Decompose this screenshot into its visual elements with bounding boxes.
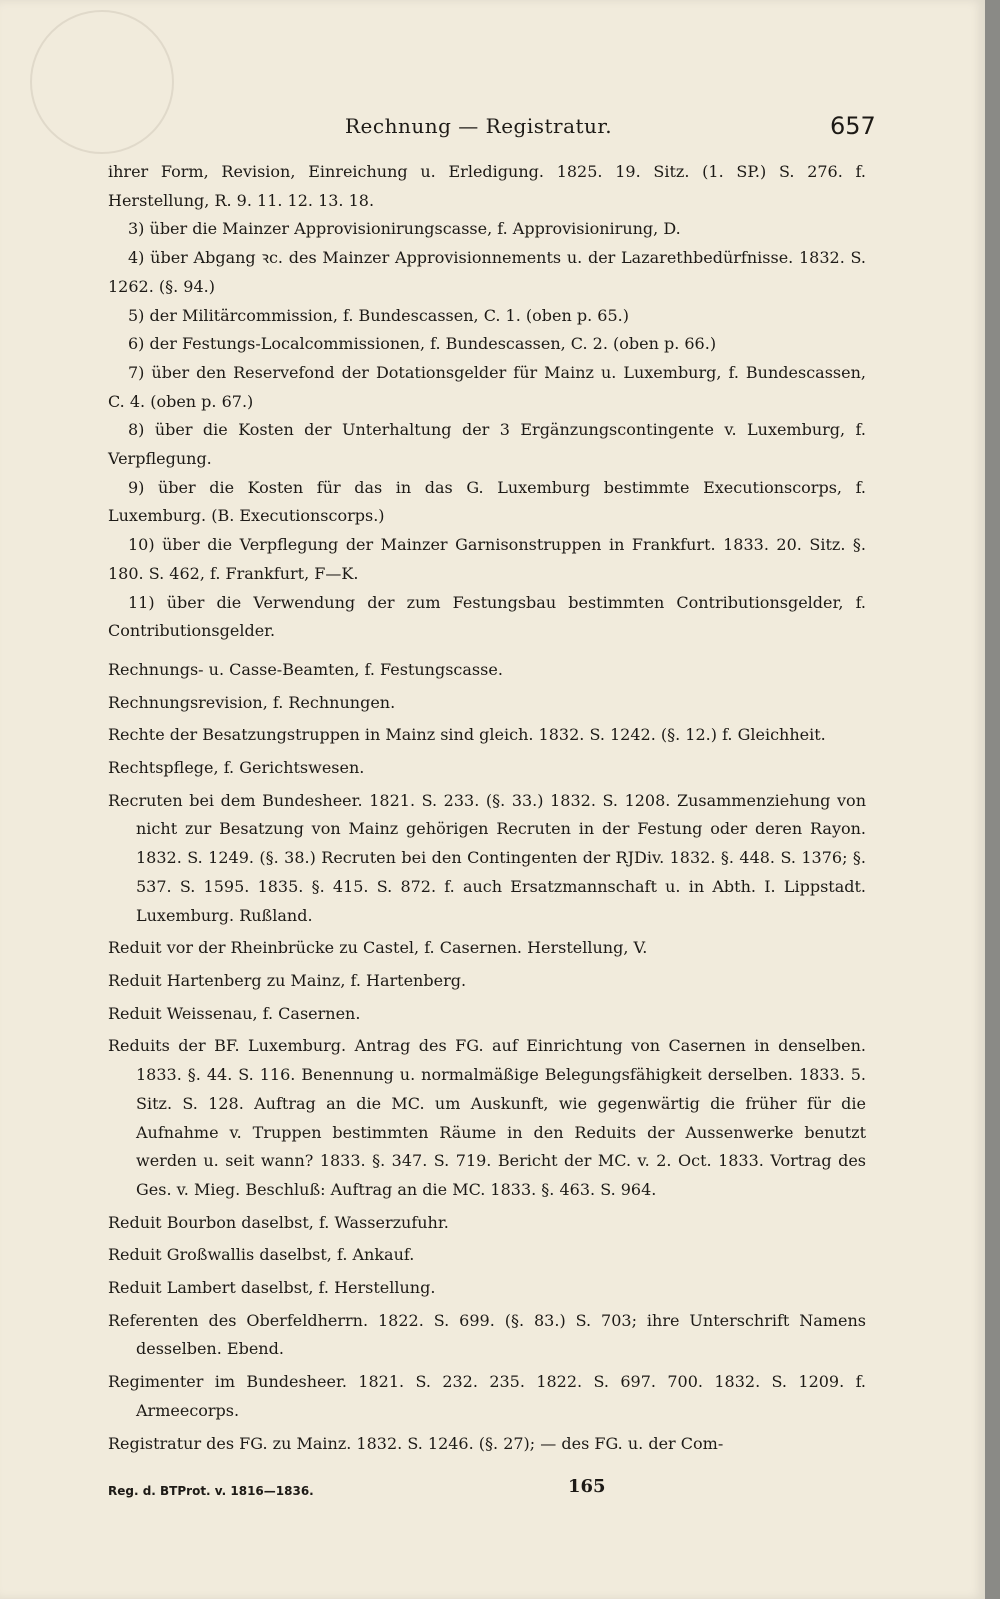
index-entry: Rechte der Besatzungstruppen in Mainz sind gleich. 1832. S. 1242. (§. 12.) f. Gleichheit. [108,725,826,745]
index-body [108,158,866,1458]
page-footer [108,1476,868,1506]
index-subentry: 11) über die Verwendung der zum Festungsbau bestimmten Contributionsgelder, f. Contributionsgelder. [108,592,866,641]
index-subentry: 3) über die Mainzer Approvisionirungscasse, f. Approvisionirung, D. [128,219,681,239]
index-entry: Reduits der BF. Luxemburg. Antrag des FG. auf Einrichtung von Casernen in denselben. 1833. §. 44. S. 116. Benennung u. normalmäßige Belegungsfähigkeit derselben. 1833. 5. Sitz. S. 128. Auftrag an die MC. um Auskunft, wie gegenwärtig die früher für die Aufnahme v. Truppen bestimmten Räume in den Reduits der Aussenwerke benutzt werden u. seit wann? 1833. §. 347. S. 719. Bericht der MC. v. 2. Oct. 1833. Vortrag des Ges. v. Mieg. Beschluß: Auftrag an die MC. 1833. §. 463. S. 964. [108,1036,866,1199]
index-entry: Reduit Großwallis daselbst, f. Ankauf. [108,1245,415,1265]
index-entry: Rechtspflege, f. Gerichtswesen. [108,758,365,778]
source-reference: Reg. d. BTProt. v. 1816—1836. [108,1484,314,1498]
index-subentry: 8) über die Kosten der Unterhaltung der 3 Ergänzungscontingente v. Luxemburg, f. Verpflegung. [108,420,866,469]
index-entry: Regimenter im Bundesheer. 1821. S. 232. 235. 1822. S. 697. 700. 1832. S. 1209. f. Armeecorps. [108,1372,866,1420]
page-number: 657 [830,112,876,140]
index-entry: Reduit vor der Rheinbrücke zu Castel, f. Casernen. Herstellung, V. [108,938,648,958]
index-entry: Reduit Lambert daselbst, f. Herstellung. [108,1278,436,1298]
signature-mark: 165 [568,1476,606,1497]
index-subentry: 5) der Militärcommission, f. Bundescassen, C. 1. (oben p. 65.) [128,305,629,325]
index-entry: Recruten bei dem Bundesheer. 1821. S. 233. (§. 33.) 1832. S. 1208. Zusammenziehung von nicht zur Besatzung von Mainz gehörigen Recruten in der Festung oder deren Rayon. 1832. S. 1249. (§. 38.) Recruten bei den Contingenten der RJDiv. 1832. §. 448. S. 1376; §. 537. S. 1595. 1835. §. 415. S. 872. f. auch Ersatzmannschaft u. in Abth. I. Lippstadt. Luxemburg. Rußland. [108,790,866,925]
faded-library-stamp [30,10,174,154]
index-subentry: 9) über die Kosten für das in das G. Luxemburg bestimmte Executionscorps, f. Luxemburg. (B. Executionscorps.) [108,477,866,526]
index-entry: Reduit Weissenau, f. Casernen. [108,1003,361,1023]
index-subentry: 6) der Festungs-Localcommissionen, f. Bundescassen, C. 2. (oben p. 66.) [128,334,717,354]
index-entry: Rechnungs- u. Casse-Beamten, f. Festungscasse. [108,659,503,679]
index-subentry: 10) über die Verpflegung der Mainzer Garnisonstruppen in Frankfurt. 1833. 20. Sitz. §. 180. S. 462, f. Frankfurt, F—K. [108,535,866,583]
index-entry: Rechnungsrevision, f. Rechnungen. [108,692,396,712]
index-entry: Referenten des Oberfeldherrn. 1822. S. 699. (§. 83.) S. 703; ihre Unterschrift Namens desselben. Ebend. [108,1310,866,1359]
index-entry: Reduit Hartenberg zu Mainz, f. Hartenberg. [108,970,467,990]
running-title: Rechnung — Registratur. [345,114,613,138]
index-subentry: 4) über Abgang ꝛc. des Mainzer Approvisionnements u. der Lazarethbedürfnisse. 1832. S. 1262. (§. 94.) [108,248,866,296]
index-paragraph: ihrer Form, Revision, Einreichung u. Erledigung. 1825. 19. Sitz. (1. SP.) S. 276. f. Herstellung, R. 9. 11. 12. 13. 18. [108,162,866,210]
index-entry: Reduit Bourbon daselbst, f. Wasserzufuhr. [108,1212,449,1232]
index-entry: Registratur des FG. zu Mainz. 1832. S. 1246. (§. 27); — des FG. u. der Com- [108,1433,724,1453]
index-subentry: 7) über den Reservefond der Dotationsgelder für Mainz u. Luxemburg, f. Bundescassen, C. 4. (oben p. 67.) [108,362,866,411]
